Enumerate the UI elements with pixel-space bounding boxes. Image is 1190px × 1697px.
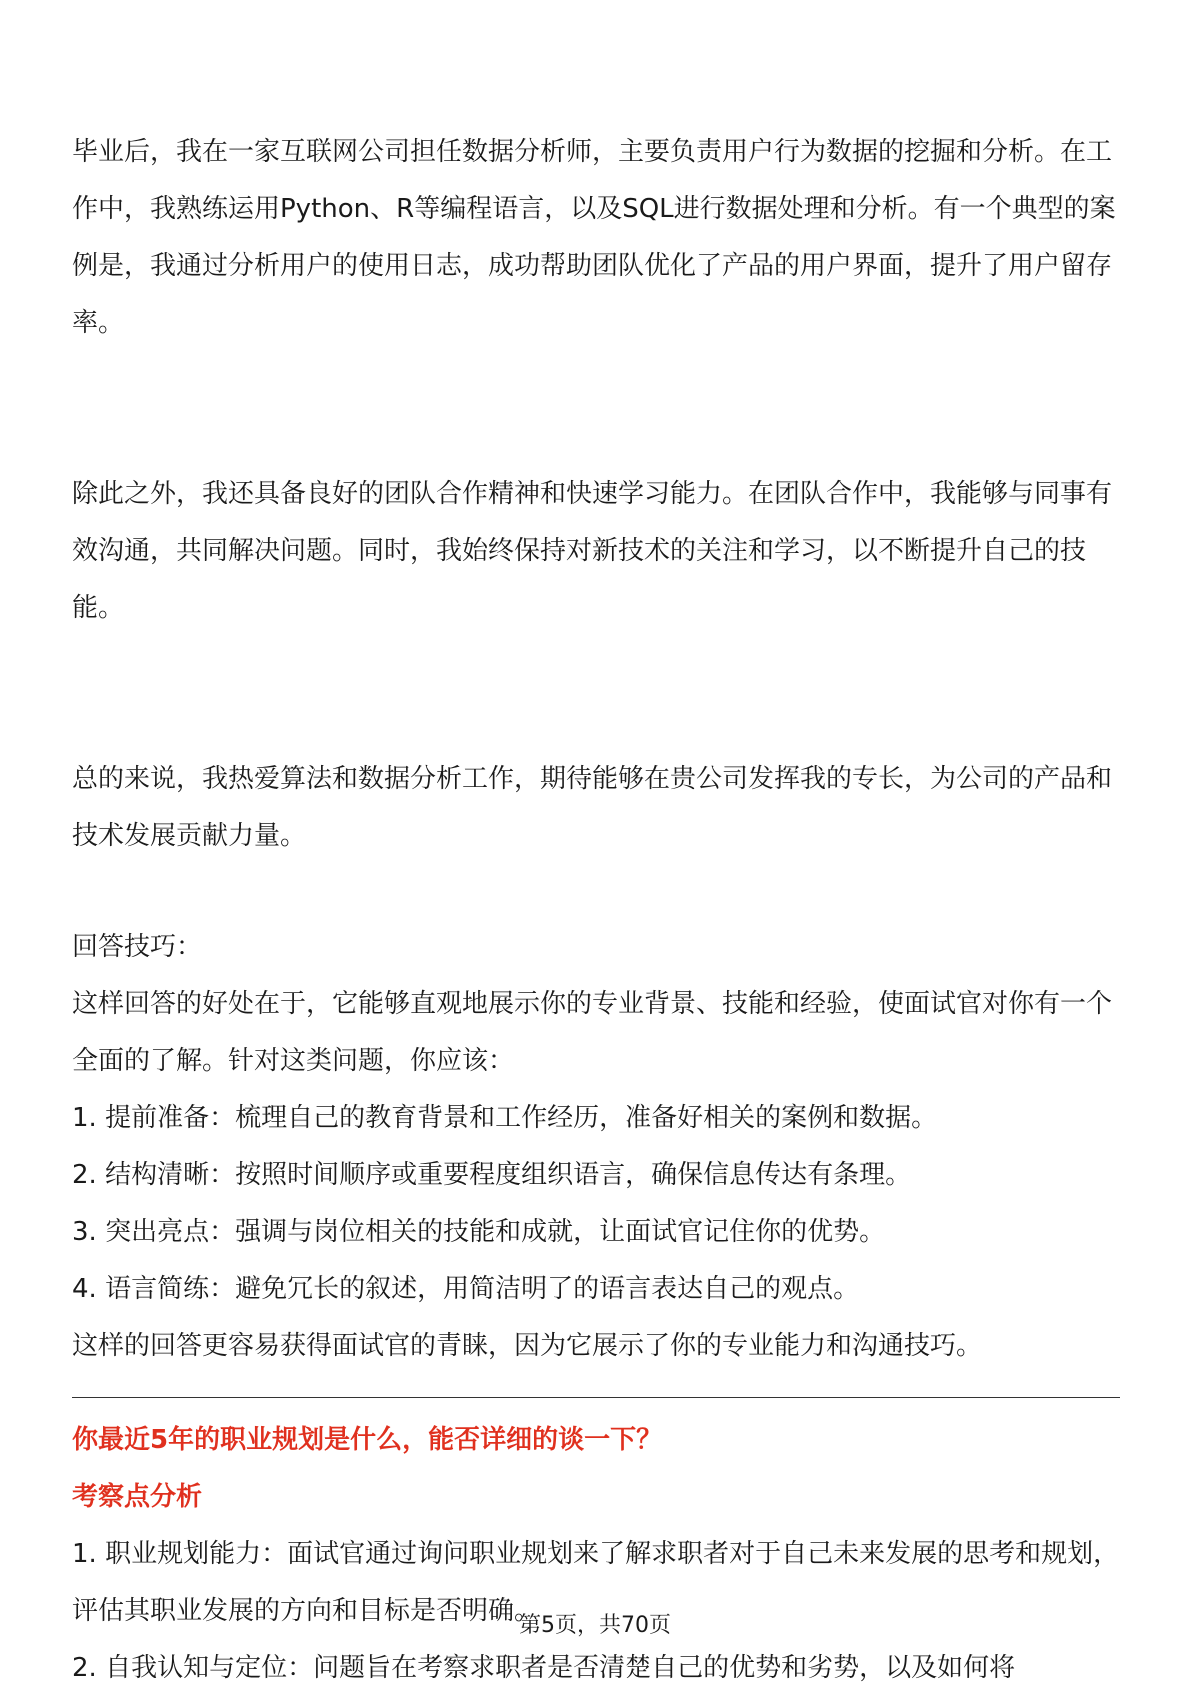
paragraph-gap (72, 865, 1120, 915)
tips-item-4: 4. 语言简练：避免冗长的叙述，用简洁明了的语言表达自己的观点。 (72, 1274, 860, 1304)
section-divider (72, 1397, 1120, 1398)
question-title: 你最近5年的职业规划是什么，能否详细的谈一下？ (72, 1425, 663, 1455)
tips-item-1: 1. 提前准备：梳理自己的教育背景和工作经历，准备好相关的案例和数据。 (72, 1103, 938, 1133)
page-number: 第5页，共70页 (519, 1613, 671, 1638)
paragraph-summary: 总的来说，我热爱算法和数据分析工作，期待能够在贵公司发挥我的专长，为公司的产品和技术发展贡献力量。 (72, 764, 1113, 851)
analysis-point-1: 1. 职业规划能力：面试官通过询问职业规划来了解求职者对于自己未来发展的思考和规划，评估其职业发展的方向和目标是否明确。 (72, 1539, 1120, 1626)
tips-intro: 这样回答的好处在于，它能够直观地展示你的专业背景、技能和经验，使面试官对你有一个全面的了解。针对这类问题，你应该： (72, 989, 1113, 1076)
paragraph-gap (72, 352, 1120, 466)
tips-summary: 这样的回答更容易获得面试官的青睐，因为它展示了你的专业能力和沟通技巧。 (72, 1331, 983, 1361)
paragraph-gap (72, 637, 1120, 751)
document-body (72, 124, 1120, 1697)
analysis-point-2: 2. 自我认知与定位：问题旨在考察求职者是否清楚自己的优势和劣势，以及如何将 (72, 1653, 1016, 1683)
tips-item-3: 3. 突出亮点：强调与岗位相关的技能和成就，让面试官记住你的优势。 (72, 1217, 886, 1247)
tips-title: 回答技巧： (72, 932, 203, 962)
tips-item-2: 2. 结构清晰：按照时间顺序或重要程度组织语言，确保信息传达有条理。 (72, 1160, 912, 1190)
paragraph-work-experience: 毕业后，我在一家互联网公司担任数据分析师，主要负责用户行为数据的挖掘和分析。在工作中，我熟练运用Python、R等编程语言，以及SQL进行数据处理和分析。有一个典型的案例是，我通过分析用户的使用日志，成功帮助团队优化了产品的用户界面，提升了用户留存率。 (72, 137, 1116, 338)
paragraph-teamwork: 除此之外，我还具备良好的团队合作精神和快速学习能力。在团队合作中，我能够与同事有效沟通，共同解决问题。同时，我始终保持对新技术的关注和学习，以不断提升自己的技能。 (72, 479, 1113, 623)
analysis-heading: 考察点分析 (72, 1482, 203, 1512)
